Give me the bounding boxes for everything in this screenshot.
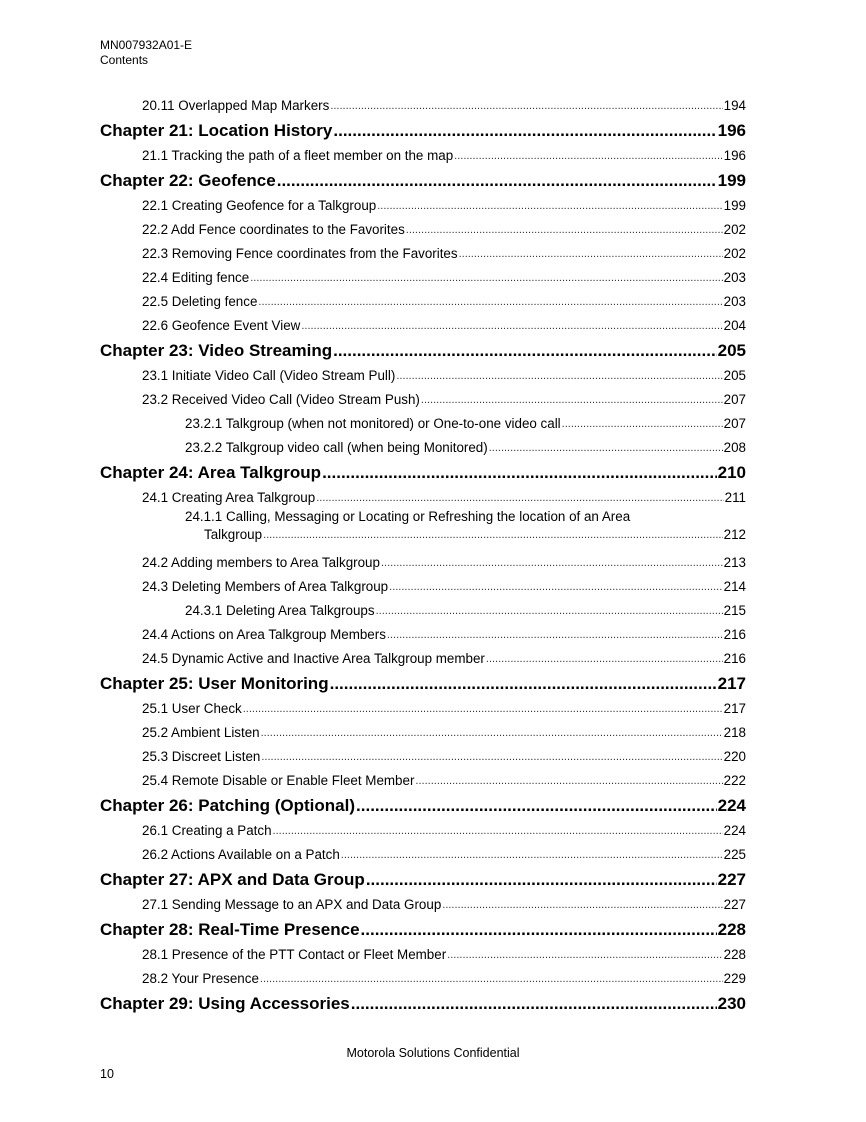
toc-entry-title: Chapter 23: Video Streaming [100,341,333,360]
toc-entry[interactable] [100,410,746,434]
dot-leader [376,601,723,621]
dot-leader [322,462,717,484]
toc-entry-page: 220 [723,749,746,764]
toc-entry-title: Chapter 22: Geofence [100,171,276,190]
toc-entry-title: 22.1 Creating Geofence for a Talkgroup [142,198,377,213]
toc-entry[interactable] [100,817,746,841]
toc-entry-title: 24.1 Creating Area Talkgroup [142,490,316,505]
toc-entry[interactable] [100,240,746,264]
toc-entry-page: 229 [723,971,746,986]
dot-leader [447,945,722,965]
dot-leader [330,673,717,695]
toc-entry-page: 205 [717,341,746,360]
toc-entry-page: 203 [723,270,746,285]
dot-leader [273,821,723,841]
toc-chapter-entry[interactable] [100,915,746,941]
toc-entry-page: 216 [723,651,746,666]
toc-entry-page: 207 [723,392,746,407]
toc-entry-title: Chapter 27: APX and Data Group [100,870,365,889]
toc-entry-page: 224 [717,796,746,815]
table-of-contents [100,92,746,1015]
toc-entry-title: Chapter 26: Patching (Optional) [100,796,356,815]
toc-entry-page: 224 [723,823,746,838]
dot-leader [330,96,722,116]
toc-entry-title: 24.3 Deleting Members of Area Talkgroup [142,579,389,594]
toc-entry[interactable] [100,434,746,458]
toc-entry-page: 196 [723,148,746,163]
toc-entry[interactable] [100,362,746,386]
toc-entry-page: 203 [723,294,746,309]
toc-entry-page: 218 [723,725,746,740]
toc-entry-title: 22.2 Add Fence coordinates to the Favorites [142,222,405,237]
toc-entry-page: 217 [717,674,746,693]
toc-entry-title: 24.1.1 Calling, Messaging or Locating or Refreshing the location of an Area [185,509,631,524]
toc-entry-page: 230 [717,994,746,1013]
toc-entry-title: 23.2 Received Video Call (Video Stream Push) [142,392,420,407]
toc-entry-page: 196 [717,121,746,140]
toc-entry[interactable] [100,767,746,791]
dot-leader [396,366,722,386]
dot-leader [333,340,717,362]
toc-entry-title: 26.2 Actions Available on a Patch [142,847,340,862]
toc-entry-page: 210 [717,463,746,482]
toc-entry-title: 24.5 Dynamic Active and Inactive Area Talkgroup member [142,651,485,666]
confidential-footer: Motorola Solutions Confidential [346,1046,520,1060]
toc-entry-title: 25.2 Ambient Listen [142,725,260,740]
toc-entry[interactable] [100,142,746,166]
dot-leader [366,869,717,891]
toc-entry[interactable] [100,508,746,549]
toc-entry-title: 25.1 User Check [142,701,242,716]
toc-chapter-entry[interactable] [100,669,746,695]
toc-entry-title: 22.5 Deleting fence [142,294,258,309]
toc-entry[interactable] [100,92,746,116]
toc-entry-page: 202 [723,222,746,237]
toc-entry-title: 24.3.1 Deleting Area Talkgroups [185,603,375,618]
toc-entry[interactable] [100,288,746,312]
toc-entry-page: 211 [724,490,746,505]
toc-entry-title: 20.11 Overlapped Map Markers [142,98,330,113]
dot-leader [351,993,717,1015]
toc-chapter-entry[interactable] [100,116,746,142]
toc-entry-title: 23.2.1 Talkgroup (when not monitored) or One-to-one video call [185,416,561,431]
toc-entry[interactable] [100,645,746,669]
toc-entry-page: 204 [723,318,746,333]
toc-chapter-entry[interactable] [100,336,746,362]
dot-leader [333,120,716,142]
dot-leader [377,196,722,216]
toc-entry-page: 208 [723,440,746,455]
toc-entry-page: 207 [723,416,746,431]
toc-entry-page: 205 [723,368,746,383]
toc-entry-page: 217 [723,701,746,716]
toc-entry[interactable] [100,386,746,410]
toc-entry-title-continued: Talkgroup [204,527,263,542]
dot-leader [356,795,717,817]
dot-leader [562,414,723,434]
dot-leader [261,723,723,743]
dot-leader [442,895,722,915]
toc-entry-title: 24.4 Actions on Area Talkgroup Members [142,627,386,642]
toc-entry[interactable] [100,841,746,865]
dot-leader [258,292,722,312]
toc-chapter-entry[interactable] [100,865,746,891]
toc-entry-page: 228 [717,920,746,939]
dot-leader [486,649,723,669]
dot-leader [261,747,722,767]
dot-leader [277,170,717,192]
toc-entry[interactable] [100,743,746,767]
toc-entry-title: Chapter 29: Using Accessories [100,994,350,1013]
toc-entry-title: 23.1 Initiate Video Call (Video Stream Pull) [142,368,396,383]
toc-entry-title: 22.4 Editing fence [142,270,250,285]
toc-entry-title: Chapter 24: Area Talkgroup [100,463,322,482]
toc-entry-title: 25.3 Discreet Listen [142,749,261,764]
dot-leader [361,919,717,941]
dot-leader [381,553,723,573]
dot-leader [421,390,723,410]
toc-entry-title: 21.1 Tracking the path of a fleet member on the map [142,148,454,163]
page-header [100,38,192,68]
toc-entry[interactable] [100,312,746,336]
toc-entry[interactable] [100,891,746,915]
dot-leader [459,244,723,264]
page-number: 10 [100,1067,114,1081]
dot-leader [250,268,722,288]
section-name: Contents [100,53,149,67]
dot-leader [301,316,722,336]
toc-entry-title: 22.6 Geofence Event View [142,318,301,333]
document-id: MN007932A01-E [100,38,193,52]
toc-entry[interactable] [100,216,746,240]
toc-entry-title: 26.1 Creating a Patch [142,823,272,838]
dot-leader [389,577,723,597]
toc-entry-page: 225 [723,847,746,862]
toc-entry[interactable] [100,573,746,597]
toc-entry-page: 199 [723,198,746,213]
toc-entry-page: 214 [723,579,746,594]
toc-chapter-entry[interactable] [100,791,746,817]
toc-entry-page: 199 [717,171,746,190]
dot-leader [415,771,722,791]
toc-entry-page: 228 [723,947,746,962]
dot-leader [316,488,723,508]
toc-entry[interactable] [100,621,746,645]
toc-entry[interactable] [100,264,746,288]
toc-entry[interactable] [100,941,746,965]
toc-entry[interactable] [100,484,746,508]
toc-entry-title: 28.2 Your Presence [142,971,259,986]
toc-entry[interactable] [100,549,746,573]
toc-entry[interactable] [100,719,746,743]
toc-entry-page: 212 [723,527,746,542]
toc-chapter-entry[interactable] [100,989,746,1015]
toc-entry-page: 213 [723,555,746,570]
toc-entry-title: Chapter 25: User Monitoring [100,674,329,693]
dot-leader [489,438,723,458]
toc-entry-title: Chapter 21: Location History [100,121,333,140]
toc-entry-page: 194 [723,98,746,113]
dot-leader [263,526,723,544]
toc-entry[interactable] [100,597,746,621]
toc-entry-title: 23.2.2 Talkgroup video call (when being Monitored) [185,440,488,455]
dot-leader [406,220,723,240]
toc-entry-title: 27.1 Sending Message to an APX and Data Group [142,897,442,912]
toc-entry-page: 215 [723,603,746,618]
toc-entry-title: 28.1 Presence of the PTT Contact or Fleet Member [142,947,447,962]
dot-leader [341,845,723,865]
toc-entry-page: 216 [723,627,746,642]
toc-entry[interactable] [100,192,746,216]
toc-entry-page: 227 [723,897,746,912]
toc-entry-title: 25.4 Remote Disable or Enable Fleet Member [142,773,415,788]
dot-leader [243,699,723,719]
dot-leader [454,146,723,166]
toc-entry[interactable] [100,695,746,719]
toc-entry[interactable] [100,965,746,989]
toc-entry-page: 222 [723,773,746,788]
toc-entry-title: 22.3 Removing Fence coordinates from the Favorites [142,246,458,261]
toc-entry-title: 24.2 Adding members to Area Talkgroup [142,555,380,570]
toc-chapter-entry[interactable] [100,166,746,192]
dot-leader [260,969,723,989]
toc-chapter-entry[interactable] [100,458,746,484]
toc-entry-page: 202 [723,246,746,261]
toc-entry-title: Chapter 28: Real-Time Presence [100,920,360,939]
toc-entry-page: 227 [717,870,746,889]
dot-leader [387,625,723,645]
